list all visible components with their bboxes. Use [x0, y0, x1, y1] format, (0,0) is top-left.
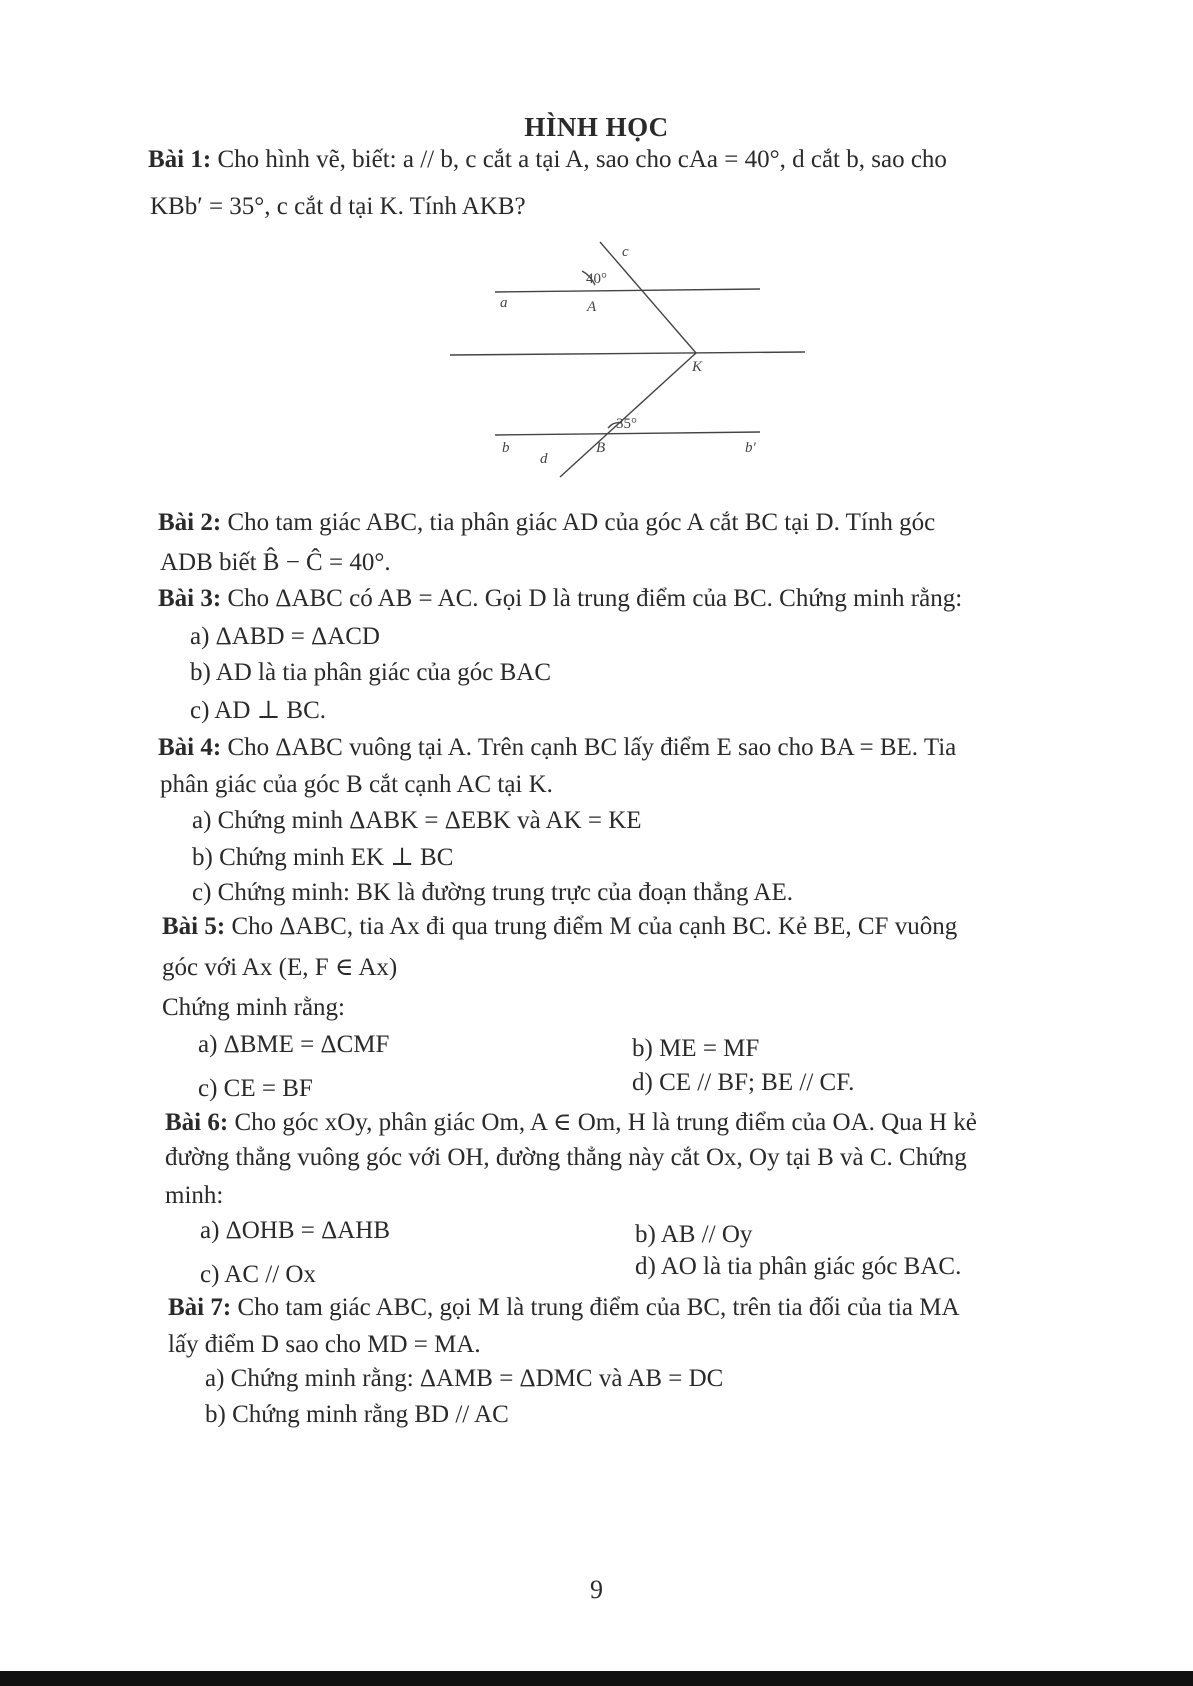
label-b: b — [502, 440, 510, 456]
line-d — [560, 353, 696, 477]
label-b-prime: b′ — [745, 440, 756, 456]
bai1-line1 — [148, 145, 947, 175]
bai6-item-d: d) AO là tia phân giác góc BAC. — [635, 1253, 962, 1280]
bai5-item-b: b) ME = MF — [632, 1035, 760, 1062]
line-through-k — [450, 352, 805, 355]
label-A: A — [587, 299, 597, 315]
bai3-item-b: b) AD là tia phân giác của góc BAC — [190, 659, 552, 686]
scan-edge-bar — [0, 1671, 1193, 1686]
bai4-item-b: b) Chứng minh EK ⊥ BC — [192, 844, 454, 871]
bai6-item-c: c) AC // Ox — [200, 1261, 316, 1288]
bai4-label: Bài 4: — [158, 734, 222, 761]
bai5-item-d: d) CE // BF; BE // CF. — [632, 1069, 855, 1096]
label-c: c — [622, 244, 629, 260]
page-number: 9 — [590, 1575, 603, 1604]
label-K: K — [692, 359, 703, 375]
bai1-text-1: Cho hình vẽ, biết: a // b, c cắt a tại A, sao cho cAa = 40°, d cắt b, sao cho — [217, 146, 947, 173]
bai5-line2: góc với Ax (E, F ∈ Ax) — [162, 954, 398, 981]
bai3-label: Bài 3: — [158, 585, 222, 612]
bai2-label: Bài 2: — [158, 509, 222, 536]
bai5-text-1: Cho ΔABC, tia Ax đi qua trung điểm M của cạnh BC. Kẻ BE, CF vuông — [231, 913, 958, 940]
bai4-item-a: a) Chứng minh ΔABK = ΔEBK và AK = KE — [192, 807, 642, 834]
label-angle-35: 35° — [616, 416, 637, 432]
bai4-item-c: c) Chứng minh: BK là đường trung trực của đoạn thẳng AE. — [192, 879, 793, 906]
bai6-line2: đường thẳng vuông góc với OH, đường thẳng này cắt Ox, Oy tại B và C. Chứng — [165, 1144, 967, 1171]
label-d: d — [540, 451, 548, 467]
bai7-item-b: b) Chứng minh rằng BD // AC — [205, 1401, 509, 1428]
bai5-label: Bài 5: — [162, 913, 226, 940]
bai4-text-1: Cho ΔABC vuông tại A. Trên cạnh BC lấy điểm E sao cho BA = BE. Tia — [227, 734, 957, 761]
bai3-item-a: a) ΔABD = ΔACD — [190, 623, 380, 650]
bai1-label: Bài 1: — [148, 146, 212, 173]
line-a — [495, 289, 760, 292]
page-title: HÌNH HỌC — [524, 112, 669, 142]
bai6-item-a: a) ΔOHB = ΔAHB — [200, 1217, 390, 1244]
bai6-line1 — [165, 1108, 977, 1138]
bai2-line1 — [158, 508, 935, 538]
bai7-line2: lấy điểm D sao cho MD = MA. — [168, 1331, 481, 1358]
bai5-line3: Chứng minh rằng: — [162, 994, 345, 1021]
bai3-line1 — [158, 584, 962, 614]
bai7-item-a: a) Chứng minh rằng: ΔAMB = ΔDMC và AB = DC — [205, 1365, 724, 1392]
bai2-line2: ADB biết B̂ − Ĉ = 40°. — [160, 549, 391, 576]
line-b — [495, 432, 760, 435]
bai2-text-1: Cho tam giác ABC, tia phân giác AD của góc A cắt BC tại D. Tính góc — [227, 509, 936, 536]
bai3-item-c: c) AD ⊥ BC. — [190, 697, 327, 724]
label-B: B — [596, 440, 606, 456]
bai3-text-1: Cho ΔABC có AB = AC. Gọi D là trung điểm của BC. Chứng minh rằng: — [227, 585, 963, 612]
bai7-line1 — [168, 1293, 960, 1323]
bai5-item-a: a) ΔBME = ΔCMF — [198, 1031, 390, 1058]
bai1-line2: KBb′ = 35°, c cắt d tại K. Tính AKB? — [150, 193, 526, 220]
label-angle-40: 40° — [586, 271, 607, 287]
geometry-diagram — [480, 244, 870, 515]
bai6-text-1: Cho góc xOy, phân giác Om, A ∈ Om, H là trung điểm của OA. Qua H kẻ — [234, 1109, 977, 1136]
label-a: a — [500, 295, 508, 311]
bai6-line3: minh: — [165, 1182, 224, 1209]
bai5-item-c: c) CE = BF — [198, 1075, 313, 1102]
bai7-label: Bài 7: — [168, 1294, 232, 1321]
bai5-line1 — [162, 912, 957, 942]
line-c — [600, 242, 696, 353]
bai6-label: Bài 6: — [165, 1109, 229, 1136]
bai6-item-b: b) AB // Oy — [635, 1221, 753, 1248]
bai4-line2: phân giác của góc B cắt cạnh AC tại K. — [160, 771, 553, 798]
bai7-text-1: Cho tam giác ABC, gọi M là trung điểm của BC, trên tia đối của tia MA — [237, 1294, 960, 1321]
bai4-line1 — [158, 733, 956, 763]
